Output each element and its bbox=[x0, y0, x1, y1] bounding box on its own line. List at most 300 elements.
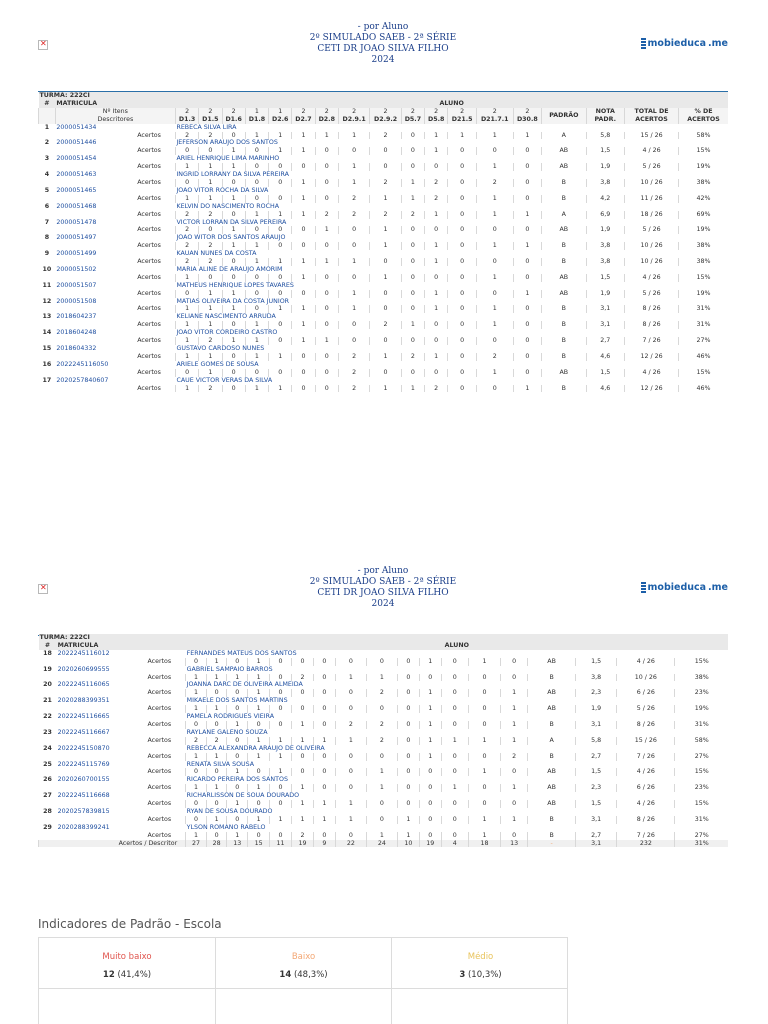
acerto-value: 1 bbox=[245, 385, 268, 393]
blank bbox=[39, 800, 57, 808]
acerto-value: 1 bbox=[419, 753, 441, 761]
acerto-value: 0 bbox=[269, 226, 292, 234]
acerto-value: 0 bbox=[513, 321, 542, 329]
acerto-value: 0 bbox=[292, 705, 314, 713]
acerto-value: 0 bbox=[476, 385, 513, 393]
acerto-value: 0 bbox=[425, 226, 448, 234]
acerto-value: 1 bbox=[513, 385, 542, 393]
student-acertos-row bbox=[39, 290, 729, 298]
descritor-code: D2.9.1 bbox=[338, 116, 369, 124]
status-badge: AB bbox=[542, 226, 586, 234]
item-count: 1 bbox=[245, 108, 268, 116]
itens-label: Nº Itens bbox=[55, 108, 175, 116]
blank bbox=[39, 385, 56, 393]
total-value: 4 / 26 bbox=[617, 800, 675, 808]
acerto-value: 1 bbox=[338, 305, 369, 313]
student-matricula: 2020260699555 bbox=[57, 666, 186, 674]
acerto-value: 0 bbox=[245, 290, 268, 298]
acerto-value: 0 bbox=[175, 369, 198, 377]
student-number: 8 bbox=[39, 234, 56, 242]
status-badge: AB bbox=[528, 689, 576, 697]
acerto-value: 0 bbox=[227, 737, 248, 745]
acerto-value: 1 bbox=[292, 737, 314, 745]
acerto-value: 1 bbox=[227, 768, 248, 776]
pct-value: 15% bbox=[679, 147, 728, 155]
acerto-value: 0 bbox=[270, 721, 292, 729]
acerto-value: 0 bbox=[292, 353, 315, 361]
blank bbox=[39, 274, 56, 282]
descritor-code: D5.8 bbox=[425, 116, 448, 124]
blank bbox=[39, 211, 56, 219]
acerto-value: 0 bbox=[245, 369, 268, 377]
acerto-value: 1 bbox=[222, 163, 245, 171]
acerto-value: 0 bbox=[513, 305, 542, 313]
acerto-value: 2 bbox=[186, 737, 207, 745]
acerto-value: 0 bbox=[315, 147, 338, 155]
acerto-value: 0 bbox=[206, 689, 227, 697]
acerto-value: 1 bbox=[222, 242, 245, 250]
acerto-value: 0 bbox=[186, 658, 207, 666]
student-name: REBECA SILVA LIRA bbox=[175, 124, 728, 132]
acerto-value: 0 bbox=[448, 369, 477, 377]
nota-value: 3,1 bbox=[575, 721, 616, 729]
turma-row bbox=[39, 92, 729, 100]
acertos-label: Acertos bbox=[137, 289, 161, 297]
student-number: 17 bbox=[39, 377, 56, 385]
pct-value: 38% bbox=[679, 179, 728, 187]
acerto-value: 0 bbox=[366, 800, 397, 808]
status-badge: B bbox=[528, 753, 576, 761]
acerto-value: 0 bbox=[313, 768, 335, 776]
acerto-value: 1 bbox=[227, 832, 248, 840]
student-name-row bbox=[39, 219, 729, 227]
nota-value: 3,8 bbox=[586, 258, 624, 266]
acerto-value: 2 bbox=[292, 832, 314, 840]
acerto-value: 1 bbox=[513, 290, 542, 298]
title-line-3: CETI DR JOAO SILVA FILHO bbox=[317, 44, 449, 54]
student-acertos-row bbox=[39, 242, 729, 250]
acerto-value: 0 bbox=[313, 674, 335, 682]
student-name: KELVIN DO NASCIMENTO ROCHA bbox=[175, 203, 728, 211]
acerto-value: 0 bbox=[397, 658, 419, 666]
descritor-code: D1.8 bbox=[245, 116, 268, 124]
nota-value: 3,8 bbox=[575, 674, 616, 682]
mobieduca-logo bbox=[641, 582, 728, 593]
indicator-label: Médio bbox=[467, 952, 494, 962]
acerto-value: 0 bbox=[441, 768, 468, 776]
student-number: 19 bbox=[39, 666, 57, 674]
student-acertos-row bbox=[39, 385, 729, 393]
total-descritor: 9 bbox=[313, 840, 335, 848]
blank bbox=[39, 705, 57, 713]
indicator-value: 14 (48,3%) bbox=[279, 970, 328, 980]
acerto-value: 2 bbox=[175, 226, 198, 234]
acerto-value: 1 bbox=[370, 385, 401, 393]
title-line-2: 2º SIMULADO SAEB - 2ª SÉRIE bbox=[309, 577, 457, 587]
total-descritor: 15 bbox=[248, 840, 270, 848]
acerto-value: 1 bbox=[476, 211, 513, 219]
acerto-value: 0 bbox=[315, 179, 338, 187]
indicator-baixo bbox=[216, 938, 392, 988]
acerto-value: 0 bbox=[315, 290, 338, 298]
student-number: 18 bbox=[39, 650, 57, 658]
acerto-value: 2 bbox=[425, 385, 448, 393]
acerto-value: 1 bbox=[270, 737, 292, 745]
logo-text: mobieduca bbox=[647, 582, 707, 593]
pct-value: 27% bbox=[679, 337, 728, 345]
acerto-value: 0 bbox=[338, 321, 369, 329]
acerto-value: 1 bbox=[292, 816, 314, 824]
itens-row bbox=[39, 108, 729, 116]
acerto-value: 1 bbox=[186, 689, 207, 697]
acerto-value: 1 bbox=[468, 832, 500, 840]
acerto-value: 1 bbox=[425, 147, 448, 155]
student-name: PAMELA RODRIGUES VIEIRA bbox=[186, 713, 728, 721]
acerto-value: 1 bbox=[222, 147, 245, 155]
blank bbox=[39, 163, 56, 171]
acerto-value: 1 bbox=[468, 737, 500, 745]
acerto-value: 1 bbox=[501, 816, 528, 824]
student-number: 2 bbox=[39, 139, 56, 147]
acerto-value: 2 bbox=[338, 211, 369, 219]
pct-value: 27% bbox=[675, 832, 728, 840]
acerto-value: 0 bbox=[315, 321, 338, 329]
acerto-value: 0 bbox=[270, 658, 292, 666]
student-acertos-row bbox=[39, 753, 729, 761]
acerto-value: 1 bbox=[269, 132, 292, 140]
student-matricula: 2000051499 bbox=[55, 250, 175, 258]
acerto-value: 0 bbox=[338, 242, 369, 250]
total-value: 7 / 26 bbox=[617, 753, 675, 761]
student-acertos-row bbox=[39, 721, 729, 729]
student-name-row bbox=[39, 761, 729, 769]
acerto-value: 0 bbox=[199, 226, 222, 234]
acerto-value: 0 bbox=[313, 705, 335, 713]
acertos-label: Acertos bbox=[147, 705, 172, 713]
acerto-value: 1 bbox=[245, 211, 268, 219]
acerto-value: 0 bbox=[425, 337, 448, 345]
acerto-value: 0 bbox=[227, 784, 248, 792]
acerto-value: 0 bbox=[476, 258, 513, 266]
student-name-row bbox=[39, 808, 729, 816]
acerto-value: 1 bbox=[186, 832, 207, 840]
acerto-value: 1 bbox=[248, 689, 270, 697]
student-name: RICHARLISSON DE SOUA DOURADO bbox=[186, 792, 728, 800]
item-count: 1 bbox=[269, 108, 292, 116]
pct-value: 15% bbox=[675, 768, 728, 776]
indicators-grid bbox=[38, 937, 568, 989]
acerto-value: 1 bbox=[175, 321, 198, 329]
acerto-value: 0 bbox=[370, 147, 401, 155]
pct-value: 42% bbox=[679, 195, 728, 203]
acerto-value: 2 bbox=[366, 689, 397, 697]
acerto-value: 0 bbox=[292, 689, 314, 697]
nota-value: 2,7 bbox=[575, 753, 616, 761]
blank bbox=[39, 784, 57, 792]
acerto-value: 0 bbox=[468, 674, 500, 682]
acerto-value: 0 bbox=[292, 658, 314, 666]
acerto-value: 1 bbox=[269, 258, 292, 266]
student-name: RICARDO PEREIRA DOS SANTOS bbox=[186, 776, 728, 784]
acerto-value: 1 bbox=[222, 305, 245, 313]
acertos-label: Acertos bbox=[137, 194, 161, 202]
acerto-value: 0 bbox=[248, 768, 270, 776]
acerto-value: 0 bbox=[338, 226, 369, 234]
nota-line-2: PADR. bbox=[594, 115, 617, 123]
acerto-value: 0 bbox=[401, 369, 424, 377]
student-matricula: 2000051446 bbox=[55, 139, 175, 147]
acerto-value: 1 bbox=[401, 385, 424, 393]
student-number: 28 bbox=[39, 808, 57, 816]
acerto-value: 1 bbox=[270, 768, 292, 776]
total-value: 5 / 26 bbox=[617, 705, 675, 713]
acerto-value: 0 bbox=[269, 163, 292, 171]
acerto-value: 2 bbox=[292, 674, 314, 682]
title-line-4: 2024 bbox=[371, 55, 395, 65]
nota-value: 4,6 bbox=[586, 353, 624, 361]
status-badge: A bbox=[528, 737, 576, 745]
acerto-value: 1 bbox=[222, 226, 245, 234]
acerto-value: 0 bbox=[501, 658, 528, 666]
acerto-value: 1 bbox=[315, 337, 338, 345]
student-name-row bbox=[39, 266, 729, 274]
acerto-value: 0 bbox=[448, 242, 477, 250]
student-acertos-row bbox=[39, 674, 729, 682]
acerto-value: 0 bbox=[419, 768, 441, 776]
student-matricula: 2000051454 bbox=[55, 155, 175, 163]
nota-value: 1,5 bbox=[586, 147, 624, 155]
pct-value: 38% bbox=[675, 674, 728, 682]
acerto-value: 1 bbox=[338, 179, 369, 187]
acerto-value: 0 bbox=[338, 337, 369, 345]
acerto-value: 1 bbox=[501, 705, 528, 713]
total-value: 12 / 26 bbox=[624, 353, 678, 361]
student-name-row bbox=[39, 824, 729, 832]
total-descritor: 11 bbox=[270, 840, 292, 848]
total-value: 6 / 26 bbox=[617, 689, 675, 697]
student-name: ARIEL HENRIQUE LIMA MARINHO bbox=[175, 155, 728, 163]
item-count: 2 bbox=[292, 108, 315, 116]
acerto-value: 2 bbox=[338, 195, 369, 203]
col-total bbox=[624, 108, 678, 124]
student-acertos-row bbox=[39, 832, 729, 840]
descritores-label: Descritores bbox=[55, 116, 175, 124]
acerto-value: 1 bbox=[175, 305, 198, 313]
pct-value: 69% bbox=[679, 211, 728, 219]
acerto-value: 0 bbox=[501, 800, 528, 808]
student-acertos-row bbox=[39, 768, 729, 776]
acerto-value: 1 bbox=[448, 132, 477, 140]
acerto-value: 1 bbox=[292, 195, 315, 203]
acerto-value: 2 bbox=[476, 353, 513, 361]
student-name-row bbox=[39, 361, 729, 369]
acerto-value: 0 bbox=[441, 658, 468, 666]
turma-label: TURMA: 222CI bbox=[39, 634, 729, 642]
blank bbox=[39, 768, 57, 776]
student-acertos-row bbox=[39, 211, 729, 219]
total-line-2: ACERTOS bbox=[635, 115, 668, 123]
status-badge: AB bbox=[542, 147, 586, 155]
student-name: RYAN DE SOUSA DOURADO bbox=[186, 808, 728, 816]
acerto-value: 0 bbox=[468, 689, 500, 697]
pct-value: 58% bbox=[675, 737, 728, 745]
acerto-value: 1 bbox=[401, 321, 424, 329]
acerto-value: 0 bbox=[245, 163, 268, 171]
acerto-value: 1 bbox=[315, 226, 338, 234]
acerto-value: 0 bbox=[227, 689, 248, 697]
acerto-value: 1 bbox=[292, 721, 314, 729]
acerto-value: 0 bbox=[501, 768, 528, 776]
indicators-title: Indicadores de Padrão - Escola bbox=[38, 917, 222, 931]
acerto-value: 0 bbox=[419, 800, 441, 808]
blank bbox=[39, 353, 56, 361]
student-number: 7 bbox=[39, 219, 56, 227]
student-acertos-row bbox=[39, 258, 729, 266]
student-matricula: 2018604332 bbox=[55, 345, 175, 353]
acerto-value: 0 bbox=[315, 353, 338, 361]
acerto-value: 0 bbox=[468, 705, 500, 713]
blank bbox=[39, 132, 56, 140]
nota-value: 2,7 bbox=[575, 832, 616, 840]
acerto-value: 0 bbox=[313, 689, 335, 697]
student-number: 29 bbox=[39, 824, 57, 832]
totals-acertos: 232 bbox=[617, 840, 675, 848]
acerto-value: 2 bbox=[315, 211, 338, 219]
acerto-value: 0 bbox=[222, 179, 245, 187]
pct-value: 19% bbox=[679, 226, 728, 234]
acerto-value: 1 bbox=[269, 353, 292, 361]
total-descritor: 19 bbox=[292, 840, 314, 848]
acerto-value: 1 bbox=[513, 242, 542, 250]
acerto-value: 0 bbox=[513, 258, 542, 266]
acerto-value: 1 bbox=[501, 784, 528, 792]
acerto-value: 0 bbox=[513, 179, 542, 187]
acerto-value: 1 bbox=[175, 163, 198, 171]
status-badge: B bbox=[542, 195, 586, 203]
blank bbox=[39, 108, 56, 116]
acerto-value: 1 bbox=[292, 258, 315, 266]
acerto-value: 1 bbox=[315, 258, 338, 266]
item-count: 2 bbox=[476, 108, 513, 116]
acerto-value: 0 bbox=[313, 658, 335, 666]
acerto-value: 0 bbox=[227, 705, 248, 713]
title-line-4: 2024 bbox=[371, 599, 395, 609]
acerto-value: 0 bbox=[513, 274, 542, 282]
acertos-label: Acertos bbox=[137, 321, 161, 329]
acerto-value: 0 bbox=[513, 353, 542, 361]
acerto-value: 0 bbox=[476, 226, 513, 234]
acerto-value: 0 bbox=[441, 832, 468, 840]
logo-suffix: .me bbox=[708, 38, 728, 49]
student-number: 24 bbox=[39, 745, 57, 753]
acerto-value: 1 bbox=[245, 258, 268, 266]
acertos-label: Acertos bbox=[147, 689, 172, 697]
acerto-value: 1 bbox=[366, 768, 397, 776]
nota-value: 3,8 bbox=[586, 242, 624, 250]
acerto-value: 0 bbox=[206, 800, 227, 808]
acerto-value: 0 bbox=[448, 258, 477, 266]
acerto-value: 0 bbox=[366, 705, 397, 713]
title-line-3: CETI DR JOAO SILVA FILHO bbox=[317, 588, 449, 598]
acertos-label: Acertos bbox=[147, 673, 172, 681]
total-value: 4 / 26 bbox=[624, 147, 678, 155]
acerto-value: 1 bbox=[476, 242, 513, 250]
descritor-code: D2.6 bbox=[269, 116, 292, 124]
title-line-1: - por Aluno bbox=[357, 22, 409, 32]
acerto-value: 0 bbox=[222, 258, 245, 266]
acerto-value: 0 bbox=[270, 784, 292, 792]
report-titles bbox=[38, 22, 728, 66]
acerto-value: 0 bbox=[401, 305, 424, 313]
acerto-value: 1 bbox=[366, 784, 397, 792]
logo-suffix: .me bbox=[708, 582, 728, 593]
student-name-row bbox=[39, 729, 729, 737]
acerto-value: 0 bbox=[335, 784, 366, 792]
logo-bars-icon bbox=[641, 582, 646, 593]
acerto-value: 0 bbox=[315, 385, 338, 393]
acerto-value: 1 bbox=[292, 211, 315, 219]
student-matricula: 2022245150870 bbox=[57, 745, 186, 753]
item-count: 2 bbox=[199, 108, 222, 116]
acerto-value: 1 bbox=[338, 258, 369, 266]
col-matricula: MATRICULA bbox=[57, 642, 186, 650]
acertos-label: Acertos bbox=[137, 368, 161, 376]
total-value: 15 / 26 bbox=[617, 737, 675, 745]
pct-value: 15% bbox=[675, 658, 728, 666]
nota-value: 1,9 bbox=[575, 705, 616, 713]
status-badge: AB bbox=[528, 658, 576, 666]
student-name-row bbox=[39, 187, 729, 195]
acerto-value: 0 bbox=[468, 784, 500, 792]
acerto-value: 2 bbox=[370, 179, 401, 187]
acerto-value: 1 bbox=[425, 258, 448, 266]
total-value: 8 / 26 bbox=[617, 721, 675, 729]
student-matricula: 2022245116668 bbox=[57, 792, 186, 800]
acerto-value: 2 bbox=[370, 321, 401, 329]
pct-value: 15% bbox=[679, 274, 728, 282]
acerto-value: 1 bbox=[370, 242, 401, 250]
acerto-value: 1 bbox=[245, 353, 268, 361]
nota-value: 5,8 bbox=[575, 737, 616, 745]
acerto-value: 0 bbox=[245, 305, 268, 313]
acerto-value: 0 bbox=[269, 242, 292, 250]
acerto-value: 1 bbox=[315, 132, 338, 140]
acerto-value: 1 bbox=[513, 211, 542, 219]
student-name-row bbox=[39, 298, 729, 306]
blank bbox=[39, 737, 57, 745]
student-acertos-row bbox=[39, 816, 729, 824]
logo-text: mobieduca bbox=[647, 38, 707, 49]
acerto-value: 0 bbox=[222, 369, 245, 377]
acerto-value: 0 bbox=[186, 816, 207, 824]
acerto-value: 1 bbox=[338, 132, 369, 140]
acerto-value: 2 bbox=[199, 258, 222, 266]
acertos-label: Acertos bbox=[137, 226, 161, 234]
student-name: ARIELE GOMES DE SOUSA bbox=[175, 361, 728, 369]
student-name: RENATA SILVA SOUSA bbox=[186, 761, 728, 769]
acerto-value: 0 bbox=[448, 385, 477, 393]
status-badge: AB bbox=[542, 274, 586, 282]
nota-line-1: NOTA bbox=[595, 107, 615, 115]
acerto-value: 1 bbox=[206, 784, 227, 792]
acerto-value: 1 bbox=[292, 784, 314, 792]
acerto-value: 0 bbox=[501, 832, 528, 840]
acerto-value: 1 bbox=[248, 816, 270, 824]
total-value: 5 / 26 bbox=[624, 163, 678, 171]
total-value: 12 / 26 bbox=[624, 385, 678, 393]
acerto-value: 1 bbox=[269, 211, 292, 219]
acertos-label: Acertos bbox=[147, 736, 172, 744]
